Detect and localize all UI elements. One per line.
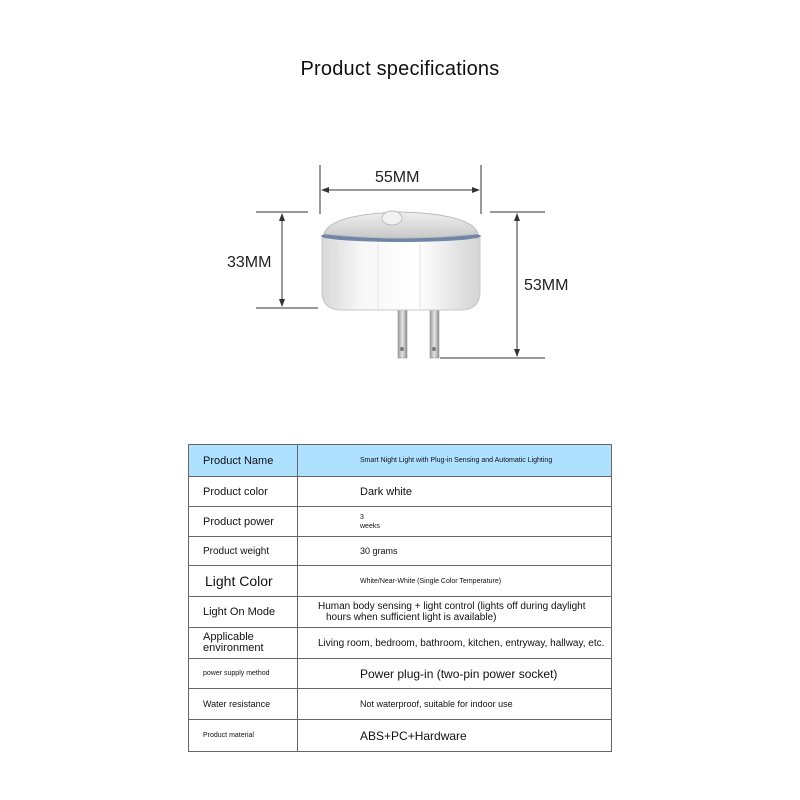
table-row — [189, 720, 612, 752]
table-row — [189, 477, 612, 507]
night-light-body — [321, 211, 481, 310]
spec-value-line: Human body sensing + light control (lights off during daylight — [318, 601, 586, 612]
table-row — [189, 566, 612, 597]
spec-label: Light Color — [189, 566, 298, 597]
spec-label: Light On Mode — [189, 597, 298, 628]
table-row — [189, 537, 612, 566]
spec-value: Living room, bedroom, bathroom, kitchen, entryway, hallway, etc. — [298, 628, 612, 659]
spec-table — [188, 444, 612, 752]
spec-value: 30 grams — [298, 537, 612, 566]
spec-value: ABS+PC+Hardware — [298, 720, 612, 752]
table-row — [189, 597, 612, 628]
spec-value-line: 3 — [360, 513, 364, 521]
table-row — [189, 507, 612, 537]
spec-value: Dark white — [298, 477, 612, 507]
width-label: 55MM — [375, 169, 420, 186]
spec-label: Product color — [189, 477, 298, 507]
spec-label: power supply method — [189, 659, 298, 689]
page-title: Product specifications — [300, 58, 500, 80]
spec-value-line: hours when sufficient light is available) — [326, 612, 497, 623]
plug-pins — [398, 306, 439, 358]
spec-label: Product Name — [189, 445, 298, 477]
spec-label: Product weight — [189, 537, 298, 566]
table-row — [189, 628, 612, 659]
total-height-label: 53MM — [524, 277, 569, 294]
spec-value — [298, 507, 612, 537]
table-row — [189, 689, 612, 720]
spec-label-line: environment — [203, 642, 264, 654]
spec-value: Not waterproof, suitable for indoor use — [298, 689, 612, 720]
table-row — [189, 659, 612, 689]
spec-label: Water resistance — [189, 689, 298, 720]
spec-value: White/Near-White (Single Color Temperature) — [298, 566, 612, 597]
spec-value: Power plug-in (two-pin power socket) — [298, 659, 612, 689]
spec-value — [298, 597, 612, 628]
body-height-label: 33MM — [227, 254, 272, 271]
spec-label: Product power — [189, 507, 298, 537]
table-row — [189, 445, 612, 477]
spec-label: Product material — [189, 720, 298, 752]
spec-value-line: weeks — [360, 522, 380, 530]
spec-label — [189, 628, 298, 659]
spec-label-line: Applicable — [203, 631, 254, 643]
spec-value: Smart Night Light with Plug-in Sensing and Automatic Lighting — [298, 445, 612, 477]
